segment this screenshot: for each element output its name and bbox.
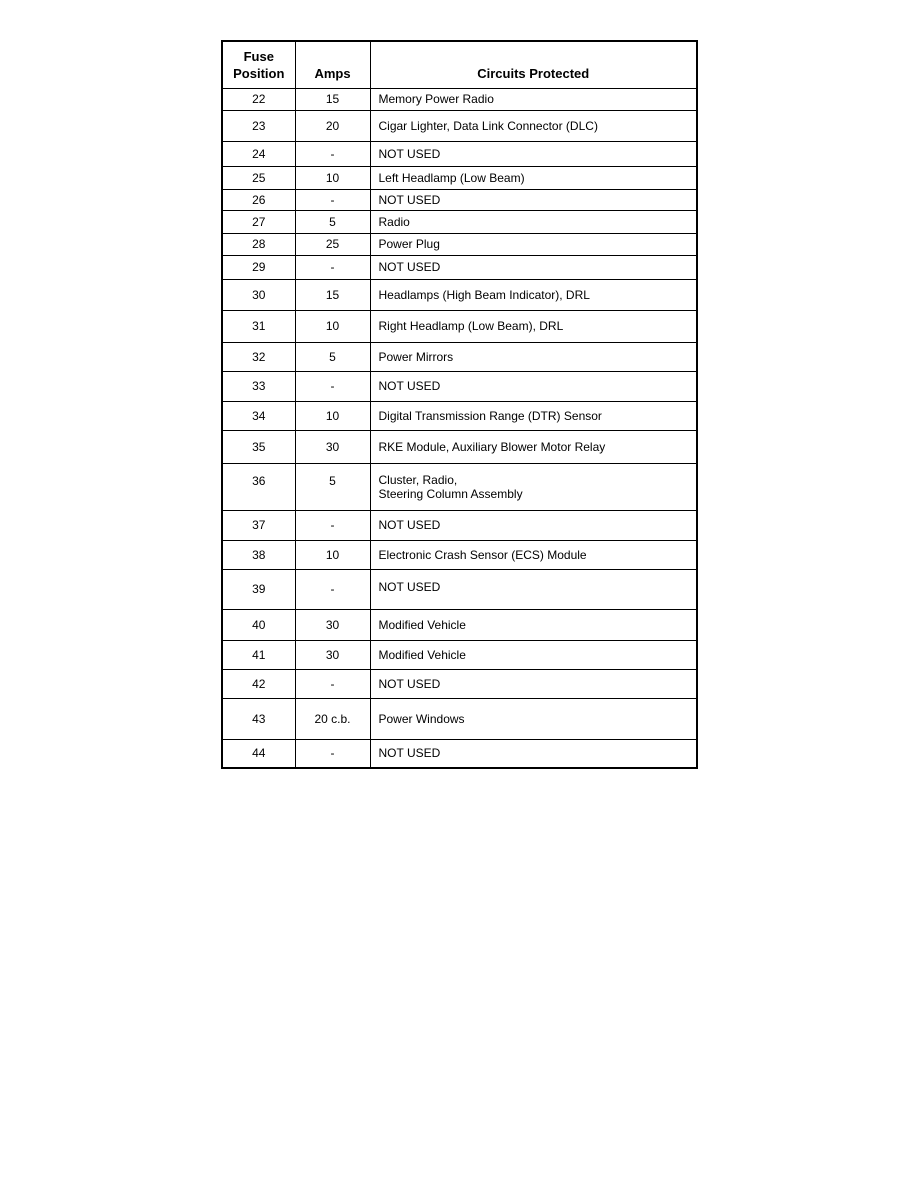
fuse-position-cell: 36 (222, 463, 295, 510)
amps-cell: 25 (295, 233, 370, 255)
fuse-position-cell: 33 (222, 371, 295, 401)
amps-cell: 10 (295, 166, 370, 189)
fuse-position-cell: 22 (222, 88, 295, 110)
table-row (222, 540, 697, 569)
table-row (222, 739, 697, 768)
fuse-position-cell: 44 (222, 739, 295, 768)
table-row (222, 279, 697, 310)
fuse-position-cell: 26 (222, 189, 295, 210)
header-fuse-position-line2: Position (233, 65, 285, 81)
table-body (222, 88, 697, 768)
fuse-position-cell: 25 (222, 166, 295, 189)
fuse-position-cell: 43 (222, 698, 295, 739)
table-row (222, 110, 697, 141)
amps-cell: - (295, 255, 370, 279)
header-fuse-position-line1: Fuse (243, 48, 274, 64)
amps-cell: 5 (295, 463, 370, 510)
table-row (222, 698, 697, 739)
amps-cell: - (295, 569, 370, 609)
amps-cell: - (295, 141, 370, 166)
table-row (222, 255, 697, 279)
circuit-cell: Memory Power Radio (370, 88, 697, 110)
circuit-cell: Digital Transmission Range (DTR) Sensor (370, 401, 697, 430)
table-row (222, 210, 697, 233)
table-row (222, 463, 697, 510)
circuit-cell: RKE Module, Auxiliary Blower Motor Relay (370, 430, 697, 463)
amps-cell: 15 (295, 88, 370, 110)
table-row (222, 189, 697, 210)
circuit-cell: NOT USED (370, 255, 697, 279)
table-row (222, 371, 697, 401)
table-header (222, 41, 697, 88)
fuse-position-cell: 27 (222, 210, 295, 233)
fuse-position-cell: 29 (222, 255, 295, 279)
header-fuse-position (222, 41, 295, 88)
fuse-position-cell: 41 (222, 640, 295, 669)
circuit-cell: Right Headlamp (Low Beam), DRL (370, 310, 697, 342)
amps-cell: 30 (295, 430, 370, 463)
table-row (222, 233, 697, 255)
amps-cell: 5 (295, 210, 370, 233)
circuit-cell: Cluster, Radio, Steering Column Assembly (370, 463, 697, 510)
amps-cell: 10 (295, 310, 370, 342)
table-row (222, 141, 697, 166)
circuit-cell: Modified Vehicle (370, 609, 697, 640)
amps-cell: 20 c.b. (295, 698, 370, 739)
amps-cell: 10 (295, 401, 370, 430)
table-row (222, 88, 697, 110)
table-row (222, 640, 697, 669)
amps-cell: - (295, 739, 370, 768)
circuit-cell: Electronic Crash Sensor (ECS) Module (370, 540, 697, 569)
fuse-position-cell: 28 (222, 233, 295, 255)
circuit-cell: Cigar Lighter, Data Link Connector (DLC) (370, 110, 697, 141)
circuit-cell: NOT USED (370, 189, 697, 210)
fuse-table (221, 40, 698, 769)
table-row (222, 166, 697, 189)
fuse-position-cell: 24 (222, 141, 295, 166)
amps-cell: 30 (295, 609, 370, 640)
circuit-cell: NOT USED (370, 510, 697, 540)
table-row (222, 510, 697, 540)
table-row (222, 669, 697, 698)
circuit-cell: Modified Vehicle (370, 640, 697, 669)
header-row (222, 41, 697, 88)
table-row (222, 430, 697, 463)
fuse-position-cell: 31 (222, 310, 295, 342)
header-amps: Amps (295, 41, 370, 88)
amps-cell: - (295, 510, 370, 540)
circuit-cell: NOT USED (370, 371, 697, 401)
circuit-cell: NOT USED (370, 141, 697, 166)
fuse-position-cell: 42 (222, 669, 295, 698)
amps-cell: 10 (295, 540, 370, 569)
fuse-position-cell: 40 (222, 609, 295, 640)
amps-cell: - (295, 189, 370, 210)
amps-cell: 30 (295, 640, 370, 669)
circuit-cell: NOT USED (370, 669, 697, 698)
amps-cell: - (295, 371, 370, 401)
amps-cell: 15 (295, 279, 370, 310)
table-row (222, 342, 697, 371)
fuse-position-cell: 38 (222, 540, 295, 569)
header-circuits-protected: Circuits Protected (370, 41, 697, 88)
circuit-cell: Power Windows (370, 698, 697, 739)
circuit-cell: NOT USED (370, 569, 697, 609)
table-row (222, 310, 697, 342)
table-row (222, 569, 697, 609)
amps-cell: 20 (295, 110, 370, 141)
fuse-position-cell: 35 (222, 430, 295, 463)
fuse-position-cell: 39 (222, 569, 295, 609)
circuit-cell: Power Mirrors (370, 342, 697, 371)
fuse-position-cell: 30 (222, 279, 295, 310)
table-row (222, 609, 697, 640)
fuse-position-cell: 23 (222, 110, 295, 141)
circuit-cell: Power Plug (370, 233, 697, 255)
fuse-position-cell: 37 (222, 510, 295, 540)
amps-cell: 5 (295, 342, 370, 371)
amps-cell: - (295, 669, 370, 698)
fuse-position-cell: 32 (222, 342, 295, 371)
circuit-cell: Left Headlamp (Low Beam) (370, 166, 697, 189)
circuit-cell: Radio (370, 210, 697, 233)
circuit-cell: NOT USED (370, 739, 697, 768)
circuit-cell: Headlamps (High Beam Indicator), DRL (370, 279, 697, 310)
table-row (222, 401, 697, 430)
fuse-position-cell: 34 (222, 401, 295, 430)
